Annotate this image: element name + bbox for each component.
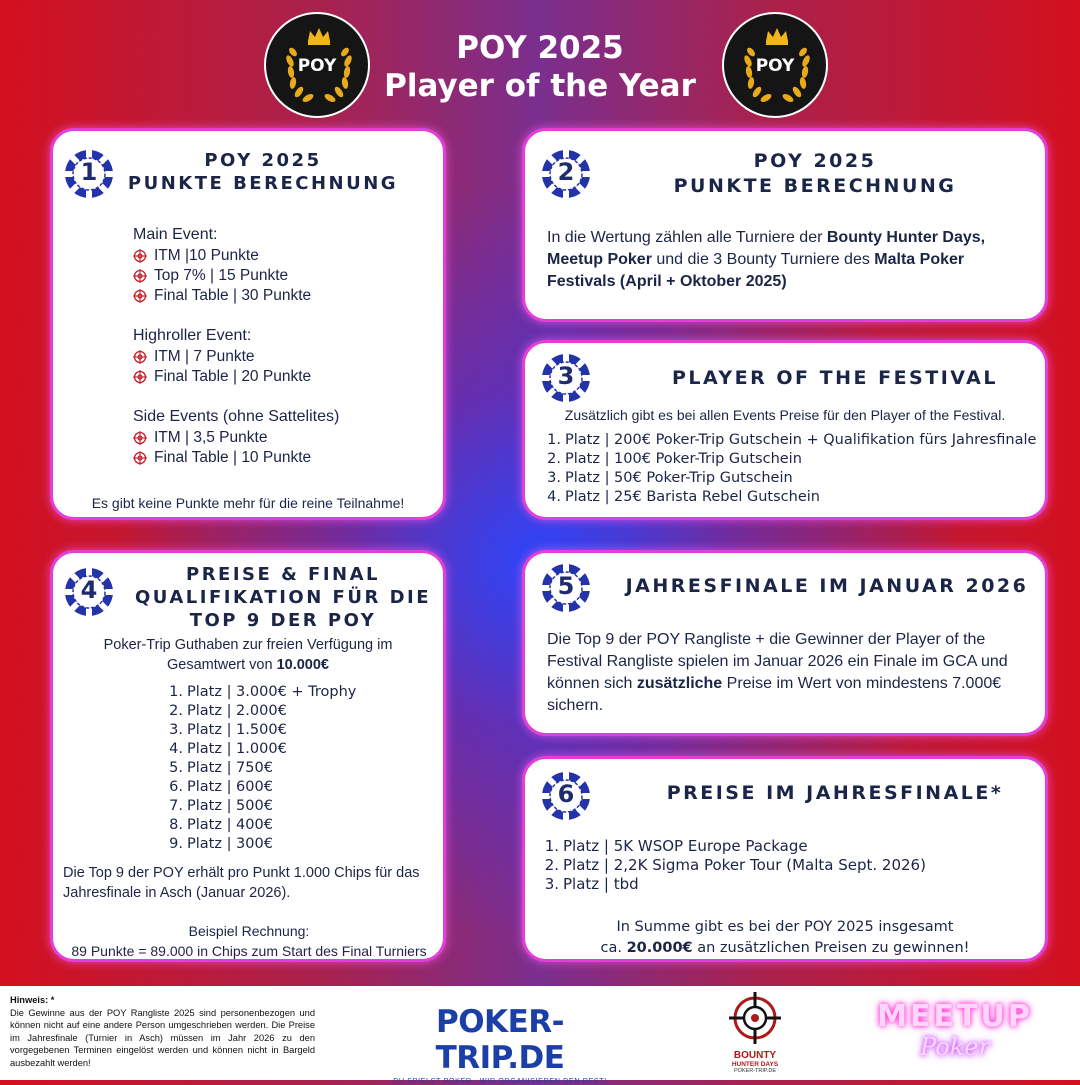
item-text: Platz | 2.000€ — [187, 703, 287, 719]
list-item — [541, 431, 1047, 450]
target-icon — [133, 350, 147, 364]
chip-number: 2 — [557, 158, 575, 186]
list-item — [163, 702, 423, 721]
card1-heading — [113, 149, 413, 195]
card4-list — [163, 683, 423, 854]
item-text: Final Table | 20 Punkte — [154, 368, 312, 385]
card-final-prizes — [522, 756, 1048, 962]
item-text: Top 7% | 15 Punkte — [154, 267, 289, 284]
meetup-line1: MEETUP — [877, 999, 1033, 1034]
item-text: Platz | 25€ Barista Rebel Gutschein — [565, 489, 820, 505]
list-item — [541, 469, 1047, 488]
list-item — [133, 246, 433, 266]
chip-number-2 — [541, 149, 591, 199]
card4-heading-line3: TOP 9 DER POY — [189, 610, 377, 631]
card3-list — [541, 431, 1047, 507]
list-item — [539, 875, 1039, 894]
item-text: Platz | 600€ — [187, 779, 273, 795]
text: ca. — [600, 940, 627, 956]
item-text: Platz | 100€ Poker-Trip Gutschein — [565, 451, 802, 467]
card4-example — [53, 921, 445, 961]
example-title: Beispiel Rechnung: — [188, 923, 310, 939]
bold-text: zusätzliche — [636, 675, 723, 692]
poy-badge-text: POY — [297, 56, 337, 76]
chip-number: 6 — [557, 780, 575, 808]
bounty-line1: BOUNTY — [733, 1050, 777, 1061]
card-player-of-festival — [522, 340, 1048, 520]
item-number: 2. — [169, 703, 183, 719]
item-text: Platz | 3.000€ + Trophy — [187, 684, 357, 700]
title-line-1: POY 2025 — [456, 30, 624, 66]
poker-trip-logo[interactable] — [375, 1004, 625, 1085]
bounty-line3: POKER-TRIP.DE — [733, 1068, 777, 1074]
list-item — [539, 837, 1039, 856]
crosshair-icon — [729, 992, 781, 1044]
poker-trip-name: POKER-TRIP.DE — [435, 1004, 565, 1076]
item-number: 4. — [547, 489, 561, 505]
card5-text — [547, 629, 1037, 717]
item-text: Platz | 750€ — [187, 760, 273, 776]
target-icon — [133, 249, 147, 263]
intro-line2 — [53, 655, 443, 675]
text: an zusätzlichen Preisen zu gewinnen! — [692, 940, 970, 956]
target-icon — [133, 370, 147, 384]
chip-number: 3 — [557, 362, 575, 390]
list-item — [163, 683, 423, 702]
chip-number: 4 — [80, 576, 98, 604]
card4-heading-line2: QUALIFIKATION FÜR DIE — [134, 587, 432, 608]
card5-heading: JAHRESFINALE IM JANUAR 2026 — [625, 575, 1029, 597]
disclaimer-text: Die Gewinne aus der POY Rangliste 2025 sind personenbezogen und können nicht auf eine andere Person umgeschrieben werden. Die Preise im Jahresfinale (Turnier in Asch) müssen im Jahr 2026 zu den vorgegebenen Terminen eingelöst werden und können nicht in Bargeld ausbezahlt werden! — [10, 1007, 315, 1068]
target-icon — [133, 451, 147, 465]
target-icon — [133, 289, 147, 303]
text: In die Wertung zählen alle Turniere der — [547, 229, 827, 246]
example-text: 89 Punkte = 89.000 in Chips zum Start des Final Turniers — [71, 943, 427, 959]
target-icon — [133, 269, 147, 283]
card1-note: Es gibt keine Punkte mehr für die reine Teilnahme! — [91, 495, 405, 511]
item-number: 3. — [169, 722, 183, 738]
list-item — [541, 488, 1047, 507]
poy-badge-right — [722, 12, 828, 118]
card4-intro — [53, 635, 443, 675]
page-title — [340, 30, 740, 106]
text: Preise im Wert von mindestens 7.000€ sichern. — [547, 675, 1002, 714]
card6-heading: PREISE IM JAHRESFINALE* — [666, 782, 1004, 804]
card4-heading — [123, 563, 443, 632]
list-item — [163, 740, 423, 759]
intro-line1: Poker-Trip Guthaben zur freien Verfügung im — [103, 637, 393, 653]
summary-line2 — [525, 938, 1045, 959]
item-text: ITM | 3,5 Punkte — [154, 429, 268, 446]
item-number: 9. — [169, 836, 183, 852]
bounty-hunter-days-logo[interactable] — [720, 992, 790, 1075]
card-points-calculation — [50, 128, 446, 520]
list-item — [133, 367, 433, 387]
summary-line1: In Summe gibt es bei der POY 2025 insgesamt — [616, 919, 954, 935]
card2-heading-line2: PUNKTE BERECHNUNG — [673, 175, 957, 197]
item-number: 1. — [169, 684, 183, 700]
chip-number-4 — [64, 567, 114, 617]
card3-heading: PLAYER OF THE FESTIVAL — [671, 367, 998, 389]
card6-summary — [525, 917, 1045, 959]
card2-heading — [625, 149, 1005, 199]
footer-disclaimer — [10, 994, 315, 1069]
chip-number-5 — [541, 563, 591, 613]
group-side-events — [133, 407, 433, 468]
item-text: ITM | 7 Punkte — [154, 348, 255, 365]
item-text: ITM |10 Punkte — [154, 247, 259, 264]
item-number: 2. — [547, 451, 561, 467]
item-text: Platz | 400€ — [187, 817, 273, 833]
chip-number-3 — [541, 353, 591, 403]
item-number: 5. — [169, 760, 183, 776]
text: und die 3 Bounty Turniere des — [651, 251, 875, 268]
item-text: Platz | 1.500€ — [187, 722, 287, 738]
item-number: 6. — [169, 779, 183, 795]
list-item — [133, 266, 433, 286]
card1-heading-line2: PUNKTE BERECHNUNG — [127, 173, 399, 194]
card3-intro: Zusätzlich gibt es bei allen Events Preise für den Player of the Festival. — [564, 407, 1006, 423]
list-item — [163, 816, 423, 835]
item-number: 8. — [169, 817, 183, 833]
footer — [0, 986, 1080, 1085]
list-item — [541, 450, 1047, 469]
list-item — [163, 835, 423, 854]
item-text: Platz | 2,2K Sigma Poker Tour (Malta Sept. 2026) — [563, 856, 926, 874]
item-text: Final Table | 30 Punkte — [154, 287, 312, 304]
bold-text: Malta Poker Festivals (April + Oktober 2025) — [547, 251, 965, 290]
item-number: 2. — [544, 856, 559, 874]
item-number: 1. — [547, 432, 561, 448]
card2-heading-line1: POY 2025 — [753, 150, 877, 172]
item-number: 7. — [169, 798, 183, 814]
list-item — [133, 347, 433, 367]
card-prizes-final-qualification — [50, 550, 446, 962]
item-text: Platz | tbd — [563, 875, 639, 893]
item-text: Final Table | 10 Punkte — [154, 449, 312, 466]
item-number: 4. — [169, 741, 183, 757]
item-text: Platz | 300€ — [187, 836, 273, 852]
list-item — [163, 759, 423, 778]
group-title: Main Event: — [133, 226, 218, 243]
target-icon — [133, 431, 147, 445]
item-text: Platz | 200€ Poker-Trip Gutschein + Qualifikation fürs Jahresfinale — [565, 432, 1037, 448]
text: Die Top 9 der POY Rangliste + die Gewinner der Player of the Festival Rangliste spielen im Januar 2026 ein Finale im GCA und können sich — [547, 631, 1008, 692]
chip-number: 1 — [80, 158, 98, 186]
meetup-poker-logo[interactable] — [870, 1000, 1040, 1060]
group-main-event — [133, 225, 433, 306]
chip-number: 5 — [557, 572, 575, 600]
list-item — [539, 856, 1039, 875]
card6-list — [539, 837, 1039, 894]
bounty-line2: HUNTER DAYS — [731, 1061, 779, 1068]
chip-number-6 — [541, 771, 591, 821]
list-item — [163, 721, 423, 740]
meetup-line2: Poker — [920, 1033, 990, 1061]
text: Gesamtwert von — [166, 657, 277, 673]
list-item — [133, 448, 433, 468]
card-tournament-scope — [522, 128, 1048, 322]
item-text: Platz | 5K WSOP Europe Package — [563, 837, 808, 855]
list-item — [163, 797, 423, 816]
card1-heading-line1: POY 2025 — [204, 150, 322, 171]
list-item — [133, 286, 433, 306]
bold-text: 20.000€ — [626, 940, 693, 956]
group-title: Side Events (ohne Sattelites) — [133, 408, 340, 425]
item-text: Platz | 50€ Poker-Trip Gutschein — [565, 470, 793, 486]
chip-number-1 — [64, 149, 114, 199]
item-text: Platz | 500€ — [187, 798, 273, 814]
card4-chips-note: Die Top 9 der POY erhält pro Punkt 1.000 Chips für das Jahresfinale in Asch (Januar 2026). — [63, 865, 420, 901]
card4-heading-line1: PREISE & FINAL — [186, 564, 380, 585]
poy-badge-text: POY — [755, 56, 795, 76]
list-item — [163, 778, 423, 797]
group-highroller-event — [133, 326, 433, 387]
item-number: 1. — [544, 837, 559, 855]
list-item — [133, 428, 433, 448]
poker-trip-tagline: DU SPIELST POKER - WIR ORGANISIEREN DEN REST! — [393, 1076, 607, 1085]
title-line-2: Player of the Year — [384, 68, 696, 104]
bold-text: 10.000€ — [276, 657, 329, 673]
card1-groups — [133, 225, 433, 468]
item-text: Platz | 1.000€ — [187, 741, 287, 757]
disclaimer-title: Hinweis: * — [10, 995, 55, 1005]
card2-text — [547, 227, 1037, 293]
item-number: 3. — [544, 875, 559, 893]
card-annual-final — [522, 550, 1048, 736]
bold-text: Bounty Hunter Days, Meetup Poker — [547, 229, 986, 268]
item-number: 3. — [547, 470, 561, 486]
group-title: Highroller Event: — [133, 327, 252, 344]
